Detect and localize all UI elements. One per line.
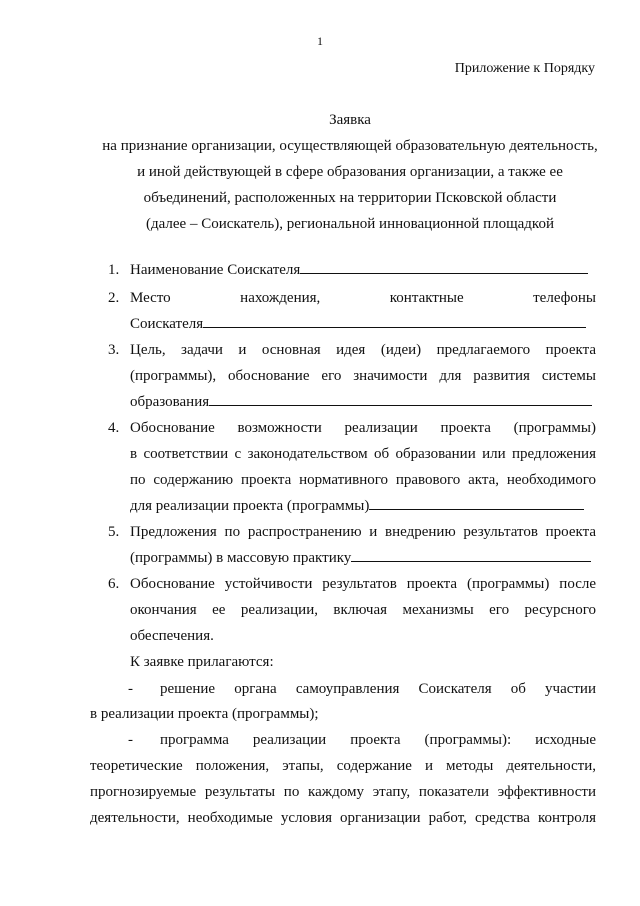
item-number: 5. <box>108 524 120 540</box>
title-line: (далее – Соискатель), региональной инновационной площадкой <box>146 216 554 232</box>
title-line: и иной действующей в сфере образования организации, а также ее <box>137 164 563 180</box>
attachment-line: в реализации проекта (программы); <box>90 706 319 722</box>
attachment-line: деятельности, необходимые условия организации работ, средства контроля <box>90 810 596 826</box>
item-number: 6. <box>108 576 120 592</box>
page-number: 1 <box>317 34 323 48</box>
item-number: 4. <box>108 420 120 436</box>
item-line: Наименование Соискателя <box>130 262 301 278</box>
attachment-line: программа реализации проекта (программы): исходные <box>160 732 596 748</box>
fill-in-line <box>369 494 584 510</box>
item-line: для реализации проекта (программы) <box>130 498 370 514</box>
item-line: Соискателя <box>130 316 204 332</box>
attachment-line: теоретические положения, этапы, содержание и методы деятельности, <box>90 758 596 774</box>
attachment-line: прогнозируемые результаты по каждому этапу, показатели эффективности <box>90 784 596 800</box>
title-heading: Заявка <box>329 112 371 128</box>
title-line: объединений, расположенных на территории Псковской области <box>143 190 557 206</box>
fill-in-line <box>209 390 592 406</box>
item-text <box>130 257 588 283</box>
item-line: в соответствии с законодательством об образовании или предложения <box>130 446 596 462</box>
fill-in-line <box>300 258 588 274</box>
attachment-dash: - <box>128 681 133 697</box>
item-number: 3. <box>108 342 120 358</box>
item-text <box>130 389 592 415</box>
item-line: (программы), обоснование его значимости для развития системы <box>130 368 596 384</box>
item-text <box>130 545 591 571</box>
item-line: образования <box>130 394 210 410</box>
fill-in-line <box>203 312 586 328</box>
appendix-reference: Приложение к Порядку <box>454 61 595 76</box>
item-number: 1. <box>108 262 120 278</box>
item-text <box>130 311 586 337</box>
document-title <box>60 107 640 237</box>
attachments-intro: К заявке прилагаются: <box>130 654 274 670</box>
fill-in-line <box>351 546 591 562</box>
attachment-line: решение органа самоуправления Соискателя об участии <box>160 681 596 697</box>
attachment-dash: - <box>128 732 133 748</box>
item-line: Предложения по распространению и внедрению результатов проекта <box>130 524 596 540</box>
item-line: обеспечения. <box>130 628 214 644</box>
item-line: Цель, задачи и основная идея (идеи) предлагаемого проекта <box>130 342 596 358</box>
item-line: окончания ее реализации, включая механизмы его ресурсного <box>130 602 596 618</box>
title-line: на признание организации, осуществляющей образовательную деятельность, <box>102 138 598 154</box>
item-line: (программы) в массовую практику <box>130 550 352 566</box>
item-line: Обоснование возможности реализации проекта (программы) <box>130 420 596 436</box>
item-text <box>130 493 584 519</box>
item-line: Место нахождения, контактные телефоны <box>130 290 596 306</box>
item-number: 2. <box>108 290 120 306</box>
item-line: по содержанию проекта нормативного правового акта, необходимого <box>130 472 596 488</box>
item-line: Обоснование устойчивости результатов проекта (программы) после <box>130 576 596 592</box>
